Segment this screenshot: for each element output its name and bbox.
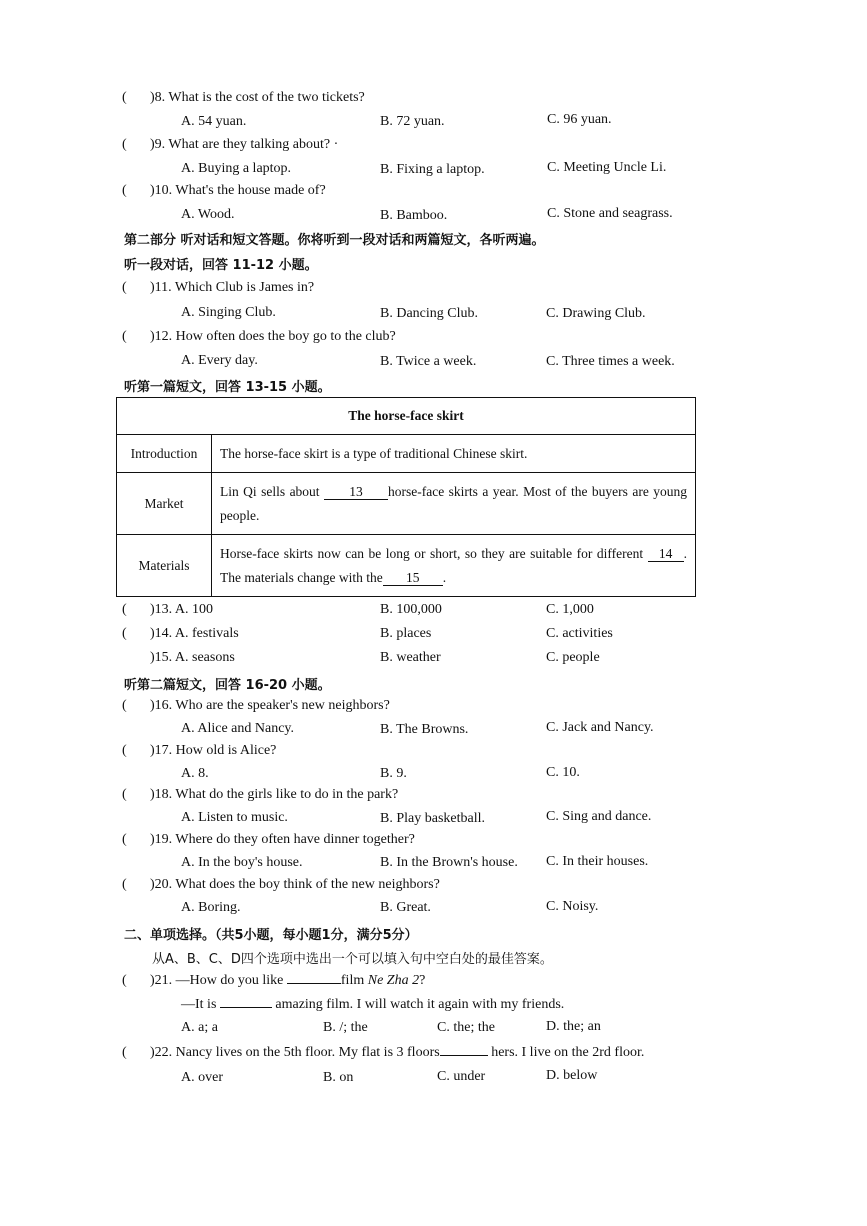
answer-paren: ( [122,743,127,758]
q13-option-b: B. 100,000 [380,602,442,617]
q20-option-b: B. Great. [380,900,431,915]
q11-option-a: A. Singing Club. [181,305,276,320]
question-12-stem: )12. How often does the boy go to the club? [150,329,396,344]
q11-option-b: B. Dancing Club. [380,306,478,321]
answer-paren: ( [122,626,127,641]
q18-option-a: A. Listen to music. [181,810,288,825]
q10-option-b: B. Bamboo. [380,208,448,223]
q12-option-b: B. Twice a week. [380,354,477,369]
answer-paren: ( [122,602,127,617]
q21-stem-post: ? [419,973,426,988]
q22-blank [440,1055,488,1056]
answer-paren: ( [122,137,127,152]
q10-option-c: C. Stone and seagrass. [547,206,673,221]
dialogue-header: 听一段对话，回答 11-12 小题。 [124,258,318,273]
q22-option-b: B. on [323,1070,354,1085]
q11-option-c: C. Drawing Club. [546,306,646,321]
q21-stem-mid: film [340,973,368,988]
q21-option-c: C. the; the [437,1020,495,1035]
q17-option-b: B. 9. [380,766,407,781]
q19-option-b: B. In the Brown's house. [380,855,518,870]
part2-header: 第二部分 听对话和短文答题。你将听到一段对话和两篇短文，各听两遍。 [124,233,545,248]
q19-option-c: C. In their houses. [546,854,649,869]
table-text-materials [212,535,696,597]
section2-title: 二、单项选择。（共5小题，每小题1分，满分5分） [124,928,418,943]
question-9-stem: )9. What are they talking about? · [150,137,339,152]
materials-text-pre: Horse-face skirts now can be long or short, so they are suitable for different [220,545,648,561]
table-text-introduction: The horse-face skirt is a type of traditional Chinese skirt. [212,435,696,473]
q18-option-b: B. Play basketball. [380,811,485,826]
q18-option-c: C. Sing and dance. [546,809,652,824]
q9-option-b: B. Fixing a laptop. [380,162,485,177]
q21-blank-2 [220,1007,272,1008]
q14-option-b: B. places [380,626,432,641]
q8-option-a: A. 54 yuan. [181,114,247,129]
q16-option-b: B. The Browns. [380,722,469,737]
q12-option-a: A. Every day. [181,353,258,368]
answer-paren: ( [122,973,127,988]
q16-option-a: A. Alice and Nancy. [181,721,294,736]
question-14-stem: )14. A. festivals [150,626,239,641]
q22-option-c: C. under [437,1069,486,1084]
answer-paren: ( [122,329,127,344]
table-title: The horse-face skirt [117,398,696,435]
q22-option-d: D. below [546,1068,598,1083]
q17-option-c: C. 10. [546,765,580,780]
horse-face-skirt-table [116,397,696,597]
question-10-stem: )10. What's the house made of? [150,183,326,198]
q21-reply-pre: —It is [181,997,220,1012]
market-text-pre: Lin Qi sells about [220,483,325,499]
answer-paren: ( [122,698,127,713]
q16-option-c: C. Jack and Nancy. [546,720,654,735]
question-16-stem: )16. Who are the speaker's new neighbors? [150,698,390,713]
q21-stem-pre: )21. —How do you like [150,973,287,988]
answer-paren: ( [122,90,127,105]
passage1-header: 听第一篇短文，回答 13-15 小题。 [124,380,331,395]
q20-option-c: C. Noisy. [546,899,599,914]
q21-reply-post: amazing film. I will watch it again with my friends. [271,997,565,1012]
question-13-stem: )13. A. 100 [150,602,213,617]
q20-option-a: A. Boring. [181,900,241,915]
q15-option-c: C. people [546,650,600,665]
q21-option-d: D. the; an [546,1019,601,1034]
answer-paren: ( [122,832,127,847]
q22-option-a: A. over [181,1070,223,1085]
q21-blank-1 [287,983,341,984]
question-15-stem: )15. A. seasons [150,650,235,665]
q21-film-title: Ne Zha 2 [367,973,420,988]
question-17-stem: )17. How old is Alice? [150,743,277,758]
question-22-stem [150,1045,644,1061]
answer-paren: ( [122,280,127,295]
section2-instructions: 从A、B、C、D四个选项中选出一个可以填入句中空白处的最佳答案。 [152,952,553,967]
q22-stem-post: hers. I live on the 2rd floor. [487,1045,645,1060]
q14-option-c: C. activities [546,626,613,641]
passage2-header: 听第二篇短文，回答 16-20 小题。 [124,678,331,693]
q21-option-a: A. a; a [181,1020,218,1035]
q8-option-b: B. 72 yuan. [380,114,445,129]
q9-option-a: A. Buying a laptop. [181,161,292,176]
question-20-stem: )20. What does the boy think of the new neighbors? [150,877,440,892]
q9-option-c: C. Meeting Uncle Li. [547,160,667,175]
blank-15: 15 [383,571,443,586]
blank-13: 13 [324,485,388,500]
question-8-stem: )8. What is the cost of the two tickets? [150,90,365,105]
blank-14: 14 [648,547,684,562]
answer-paren: ( [122,877,127,892]
q10-option-a: A. Wood. [181,207,235,222]
answer-paren: ( [122,1045,127,1060]
q15-option-b: B. weather [380,650,441,665]
table-label-materials: Materials [117,535,212,597]
question-18-stem: )18. What do the girls like to do in the park? [150,787,399,802]
question-19-stem: )19. Where do they often have dinner together? [150,832,415,847]
q19-option-a: A. In the boy's house. [181,855,303,870]
materials-text-post: . [442,569,447,585]
question-21-stem [150,973,425,989]
q21-option-b: B. /; the [323,1020,368,1035]
q13-option-c: C. 1,000 [546,602,594,617]
q22-stem-pre: )22. Nancy lives on the 5th floor. My flat is 3 floors [150,1045,440,1060]
q12-option-c: C. Three times a week. [546,354,675,369]
q8-option-c: C. 96 yuan. [547,112,612,127]
answer-paren: ( [122,183,127,198]
answer-paren: ( [122,787,127,802]
table-text-market [212,473,696,535]
market-text-post: horse-face skirts a year. Most of the buyers are young people. [220,483,688,523]
question-11-stem: )11. Which Club is James in? [150,280,315,295]
materials-text-mid: . The materials change with the [220,545,687,585]
table-label-market: Market [117,473,212,535]
q17-option-a: A. 8. [181,766,209,781]
question-21-reply [181,997,564,1013]
table-label-introduction: Introduction [117,435,212,473]
